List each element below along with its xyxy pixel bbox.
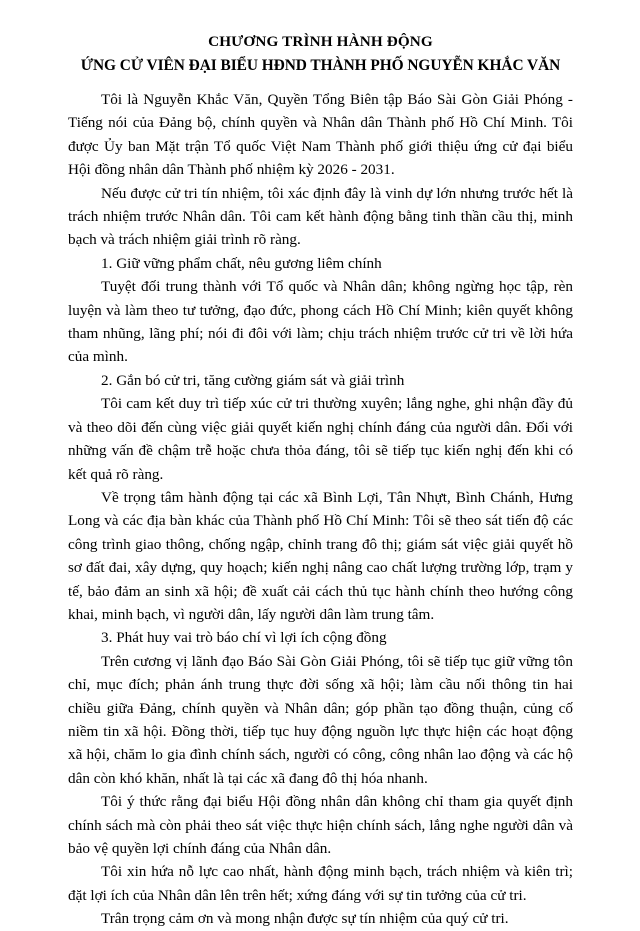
paragraph-section-1-body: Tuyệt đối trung thành với Tổ quốc và Nhân dân; không ngừng học tập, rèn luyện và làm theo tư tưởng, đạo đức, phong cách Hồ Chí Minh; kiên quyết không tham nhũng, lãng phí; nói đi đôi với làm; chịu trách nhiệm trước cử tri về lời hứa của mình. xyxy=(68,278,573,366)
paragraph-awareness: Tôi ý thức rằng đại biểu Hội đồng nhân dân không chỉ tham gia quyết định chính sách mà còn phải theo sát việc thực hiện chính sách, lắng nghe người dân và bảo vệ quyền lợi chính đáng của Nhân dân. xyxy=(68,793,573,857)
paragraph-section-2-focus: Về trọng tâm hành động tại các xã Bình Lợi, Tân Nhựt, Bình Chánh, Hưng Long và các địa bàn khác của Thành phố Hồ Chí Minh: Tôi sẽ theo sát tiến độ các công trình giao thông, chống ngập, chỉnh trang đô thị; giám sát việc giải quyết hồ sơ đất đai, xây dựng, quy hoạch; kiến nghị nâng cao chất lượng trường lớp, trạm y tế, bảo đảm an sinh xã hội; đề xuất cải cách thủ tục hành chính theo hướng công khai, minh bạch, vì người dân, lấy người dân làm trung tâm. xyxy=(68,488,573,623)
document-title-block xyxy=(68,0,573,78)
document-body xyxy=(68,0,573,931)
paragraph-intro: Tôi là Nguyễn Khắc Văn, Quyền Tổng Biên tập Báo Sài Gòn Giải Phóng - Tiếng nói của Đảng bộ, chính quyền và Nhân dân Thành phố Hồ Chí Minh. Tôi được Ủy ban Mặt trận Tổ quốc Việt Nam Thành phố giới thiệu ứng cử đại biểu Hội đồng nhân dân Thành phố nhiệm kỳ 2026 - 2031. xyxy=(68,91,573,179)
section-heading-2: 2. Gắn bó cử tri, tăng cường giám sát và giải trình xyxy=(101,371,405,389)
paragraph-section-3-body: Trên cương vị lãnh đạo Báo Sài Gòn Giải Phóng, tôi sẽ tiếp tục giữ vững tôn chỉ, mục đích; phản ánh trung thực đời sống xã hội; làm cầu nối thông tin hai chiều giữa Đảng, chính quyền và Nhân dân; góp phần tạo đồng thuận, củng cố niềm tin xã hội. Đồng thời, tiếp tục huy động nguồn lực thực hiện các hoạt động xã hội, chăm lo gia đình chính sách, người có công, công nhân lao động và các hộ dân còn khó khăn, nhất là tại các xã đang đô thị hóa nhanh. xyxy=(68,652,573,787)
paragraph-commitment: Nếu được cử tri tín nhiệm, tôi xác định đây là vinh dự lớn nhưng trước hết là trách nhiệm trước Nhân dân. Tôi cam kết hành động bằng tinh thần cầu thị, minh bạch và trách nhiệm giải trình rõ ràng. xyxy=(68,184,573,249)
page-title-line-2: ỨNG CỬ VIÊN ĐẠI BIỂU HĐND THÀNH PHỐ NGUYỄN KHẮC VĂN xyxy=(80,57,561,74)
paragraph-closing: Trân trọng cảm ơn và mong nhận được sự tín nhiệm của quý cử tri. xyxy=(101,910,509,928)
section-heading-3: 3. Phát huy vai trò báo chí vì lợi ích cộng đồng xyxy=(101,629,387,647)
paragraph-section-2-body: Tôi cam kết duy trì tiếp xúc cử tri thường xuyên; lắng nghe, ghi nhận đầy đủ và theo dõi đến cùng việc giải quyết kiến nghị chính đáng của người dân. Đối với những vấn đề chậm trễ hoặc chưa thỏa đáng, tôi sẽ tiếp tục kiến nghị đến khi có kết quả rõ ràng. xyxy=(68,395,573,483)
paragraph-pledge: Tôi xin hứa nỗ lực cao nhất, hành động minh bạch, trách nhiệm và kiên trì; đặt lợi ích của Nhân dân lên trên hết; xứng đáng với sự tin tưởng của cử tri. xyxy=(68,863,573,904)
page-title-line-1: CHƯƠNG TRÌNH HÀNH ĐỘNG xyxy=(208,33,433,50)
section-heading-1: 1. Giữ vững phẩm chất, nêu gương liêm chính xyxy=(101,254,382,272)
